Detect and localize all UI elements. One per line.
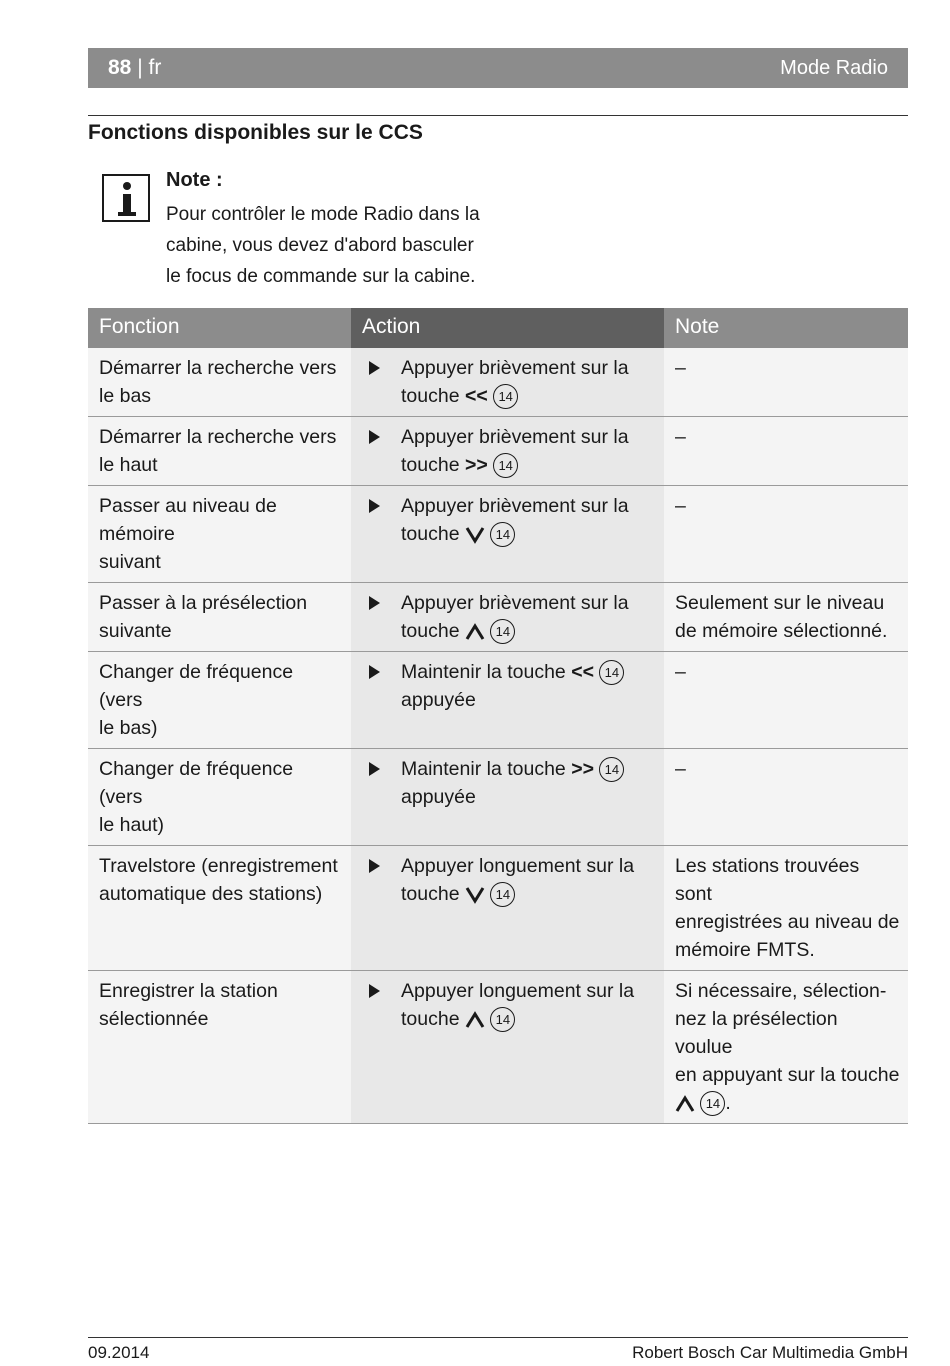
action-cell (351, 583, 664, 651)
key-number-badge: 14 (490, 619, 515, 644)
fonction-line: suivante (99, 620, 172, 642)
note-line: en appuyant sur la touche (675, 1064, 900, 1086)
note-cell (664, 583, 908, 651)
note-title: Note : (166, 169, 223, 191)
fonction-cell (88, 348, 351, 416)
footer-date: 09.2014 (88, 1343, 150, 1362)
note-line: 14 . (675, 1089, 900, 1117)
fonction-line: le bas) (99, 717, 158, 739)
triangle-bullet-icon (369, 430, 380, 444)
action-cell (351, 749, 664, 845)
footer-rule (88, 1337, 908, 1338)
action-line: Appuyer brièvement sur la (401, 592, 629, 614)
header-separator: | (131, 56, 149, 79)
table-row (88, 486, 908, 583)
fonction-line: le haut) (99, 814, 165, 836)
table-row (88, 749, 908, 846)
note-line: mémoire FMTS. (675, 939, 815, 961)
note-cell (664, 971, 908, 1123)
note-cell (664, 417, 908, 485)
action-cell (351, 348, 664, 416)
caret-up-icon (465, 623, 485, 641)
note-line: – (675, 758, 686, 780)
note-line: Pour contrôler le mode Radio dans la (166, 204, 480, 225)
key-number-badge: 14 (490, 522, 515, 547)
action-line: touche 14 (401, 520, 656, 548)
fonction-line: Démarrer la recherche vers (99, 426, 337, 448)
note-cell (664, 348, 908, 416)
note-text (166, 199, 486, 292)
fonction-line: Changer de fréquence (vers (99, 661, 294, 711)
table-row (88, 348, 908, 417)
action-line: touche >> 14 (401, 451, 656, 479)
note-line: le focus de commande sur la cabine. (166, 266, 476, 287)
note-line: nez la présélection voulue (675, 1008, 838, 1058)
section-title: Fonctions disponibles sur le CCS (88, 121, 423, 144)
note-line: Seulement sur le niveau (675, 592, 885, 614)
action-line: Appuyer longuement sur la (401, 980, 635, 1002)
fonction-line: suivant (99, 551, 161, 573)
key-number-badge: 14 (490, 882, 515, 907)
key-symbol: >> (464, 454, 488, 476)
action-line: touche 14 (401, 880, 656, 908)
action-cell (351, 971, 664, 1123)
header-rule (88, 115, 908, 116)
table-row (88, 652, 908, 749)
fonction-cell (88, 749, 351, 845)
fonction-cell (88, 652, 351, 748)
note-line: – (675, 357, 686, 379)
fonction-line: Enregistrer la station (99, 980, 278, 1002)
fonction-line: Démarrer la recherche vers (99, 357, 337, 379)
functions-table (88, 308, 908, 1124)
note-cell (664, 652, 908, 748)
note-line: de mémoire sélectionné. (675, 620, 888, 642)
triangle-bullet-icon (369, 762, 380, 776)
key-number-badge: 14 (490, 1007, 515, 1032)
column-header-action: Action (351, 308, 664, 348)
fonction-line: le bas (99, 385, 152, 407)
fonction-line: Passer au niveau de mémoire (99, 495, 277, 545)
key-symbol: << (571, 661, 594, 683)
fonction-line: sélectionnée (99, 1008, 209, 1030)
action-line: Appuyer brièvement sur la (401, 426, 629, 448)
caret-up-icon (465, 1011, 485, 1029)
info-icon (102, 174, 150, 222)
action-line: appuyée (401, 786, 476, 808)
action-line: touche 14 (401, 1005, 656, 1033)
table-row (88, 846, 908, 971)
fonction-line: Travelstore (enregistrement (99, 855, 338, 877)
fonction-cell (88, 417, 351, 485)
note-line: Si nécessaire, sélection- (675, 980, 887, 1002)
key-symbol: >> (571, 758, 594, 780)
triangle-bullet-icon (369, 596, 380, 610)
footer-company: Robert Bosch Car Multimedia GmbH (632, 1343, 908, 1362)
table-row (88, 583, 908, 652)
note-line: Les stations trouvées sont (675, 855, 860, 905)
triangle-bullet-icon (369, 499, 380, 513)
action-cell (351, 417, 664, 485)
fonction-cell (88, 846, 351, 970)
note-line: – (675, 426, 686, 448)
key-number-badge: 14 (599, 757, 624, 782)
fonction-line: le haut (99, 454, 158, 476)
action-line: touche << 14 (401, 382, 656, 410)
fonction-line: Changer de fréquence (vers (99, 758, 294, 808)
language-code: fr (148, 56, 162, 79)
caret-down-icon (465, 526, 485, 544)
action-cell (351, 652, 664, 748)
triangle-bullet-icon (369, 984, 380, 998)
action-line: Appuyer longuement sur la (401, 855, 635, 877)
note-line: enregistrées au niveau de (675, 911, 900, 933)
action-line: appuyée (401, 689, 476, 711)
table-body (88, 348, 908, 1124)
key-number-badge: 14 (493, 453, 518, 478)
action-line: Appuyer brièvement sur la (401, 495, 629, 517)
note-cell (664, 749, 908, 845)
action-line: Maintenir la touche >> 14 (401, 755, 656, 783)
triangle-bullet-icon (369, 665, 380, 679)
fonction-line: Passer à la présélection (99, 592, 308, 614)
column-header-note: Note (664, 308, 908, 348)
table-row (88, 971, 908, 1124)
page-number-group (108, 56, 161, 80)
note-cell (664, 846, 908, 970)
key-symbol: << (464, 385, 488, 407)
action-line: Appuyer brièvement sur la (401, 357, 629, 379)
key-number-badge: 14 (599, 660, 624, 685)
caret-up-icon (675, 1095, 695, 1113)
page-header (88, 48, 908, 88)
table-header (88, 308, 908, 348)
action-cell (351, 846, 664, 970)
table-row (88, 417, 908, 486)
fonction-cell (88, 486, 351, 582)
key-number-badge: 14 (493, 384, 518, 409)
key-number-badge: 14 (700, 1091, 725, 1116)
note-line: – (675, 495, 686, 517)
note-line: cabine, vous devez d'abord basculer (166, 235, 474, 256)
action-line: Maintenir la touche << 14 (401, 658, 656, 686)
note-cell (664, 486, 908, 582)
fonction-line: automatique des stations) (99, 883, 323, 905)
column-header-fonction: Fonction (88, 308, 351, 348)
triangle-bullet-icon (369, 361, 380, 375)
action-line: touche 14 (401, 617, 656, 645)
caret-down-icon (465, 886, 485, 904)
note-line: – (675, 661, 686, 683)
fonction-cell (88, 583, 351, 651)
action-cell (351, 486, 664, 582)
section-name: Mode Radio (780, 57, 888, 79)
triangle-bullet-icon (369, 859, 380, 873)
page-number: 88 (108, 56, 132, 79)
fonction-cell (88, 971, 351, 1123)
